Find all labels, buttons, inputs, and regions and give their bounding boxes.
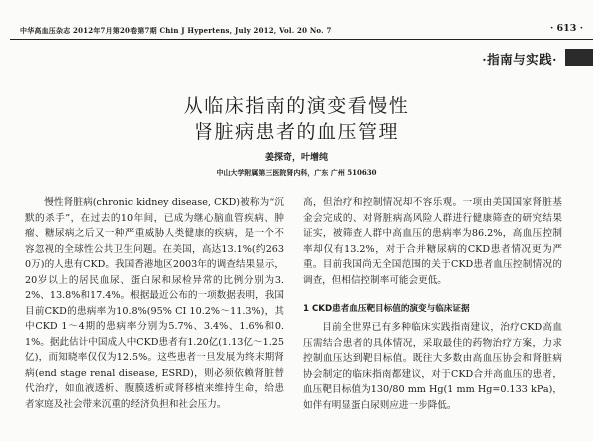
column-marker-bar: [565, 49, 593, 66]
article-title-line-2: 肾脏病患者的血压管理: [193, 121, 399, 143]
header-rule: [10, 39, 593, 40]
page-header: [0, 0, 593, 40]
column-name: ·指南与实践·: [482, 52, 557, 67]
body-paragraph: 高，但治疗和控制情况却不容乐观。一项由美国国家肾脏基金会完成的、对肾脏病高风险人群进行健康筛查的研究结果证实，被筛查人群中高血压的患病率为86.2%，高血压控制率却仅有13.2%，对于合并糖尿病的CKD患者情况更为严重。目前我国尚无全国范围的关于CKD患者血压控制情况的调查，但相信控制率可能会更低。: [303, 197, 562, 286]
body-paragraph: 慢性肾脏病(chronic kidney disease, CKD)被称为“沉默的杀手”，在过去的10年间，已成为继心脑血管疾病、肿瘤、糖尿病之后又一种严重威胁人类健康的疾病，是一个不容忽视的全球性公共卫生问题。在美国，高达13.1%(约2630万)的人患有CKD。我国香港地区2003年的调查结果显示，20岁以上的居民血尿、蛋白尿和尿检异常的比例分别为3.2%、13.8%和17.4%。根据最近公布的一项数据表明，我国目前CKD的患病率为10.8%(95% CI 10.2%～11.3%)，其中CKD 1～4期的患病率分别为5.7%、3.4%、1.6%和0.1%。据此估计中国成人中CKD患者有1.20亿(1.13亿～1.25亿)，而知晓率仅仅为12.5%。这些患者一旦发展为终末期肾病(end stage renal disease, ESRD)，则必须依赖肾脏替代治疗，如血液透析、腹膜透析或肾移植来维持生命，给患者家庭及社会带来沉重的经济负担和社会压力。: [25, 197, 284, 410]
article-affiliation: 中山大学附属第三医院肾内科，广东 广州 510630: [216, 168, 377, 177]
article-authors: 姜探奇，叶增纯: [264, 153, 328, 163]
running-head: 中华高血压杂志 2012年7月第20卷第7期 Chin J Hypertens, July 2012, Vol. 20 No. 7: [20, 26, 332, 35]
body-paragraph: 目前全世界已有多种临床实践指南建议，治疗CKD高血压需结合患者的具体情况，采取最佳的药物治疗方案，力求控制血压达到靶目标值。既往大多数由高血压协会和肾脏病协会制定的临床指南都建议，对于CKD合并高血压的患者，血压靶目标值为130/80 mm Hg(1 mm Hg=0.133 kPa)，如伴有明显蛋白尿则应进一步降低。: [303, 322, 562, 411]
section-heading: 1 CKD患者血压靶目标值的演变与临床证据: [303, 304, 470, 314]
article-title-line-1: 从临床指南的演变看慢性: [183, 95, 410, 117]
body-column-left: [25, 195, 284, 412]
body-column-right: [303, 195, 562, 413]
page-number: · 613 ·: [549, 23, 583, 34]
